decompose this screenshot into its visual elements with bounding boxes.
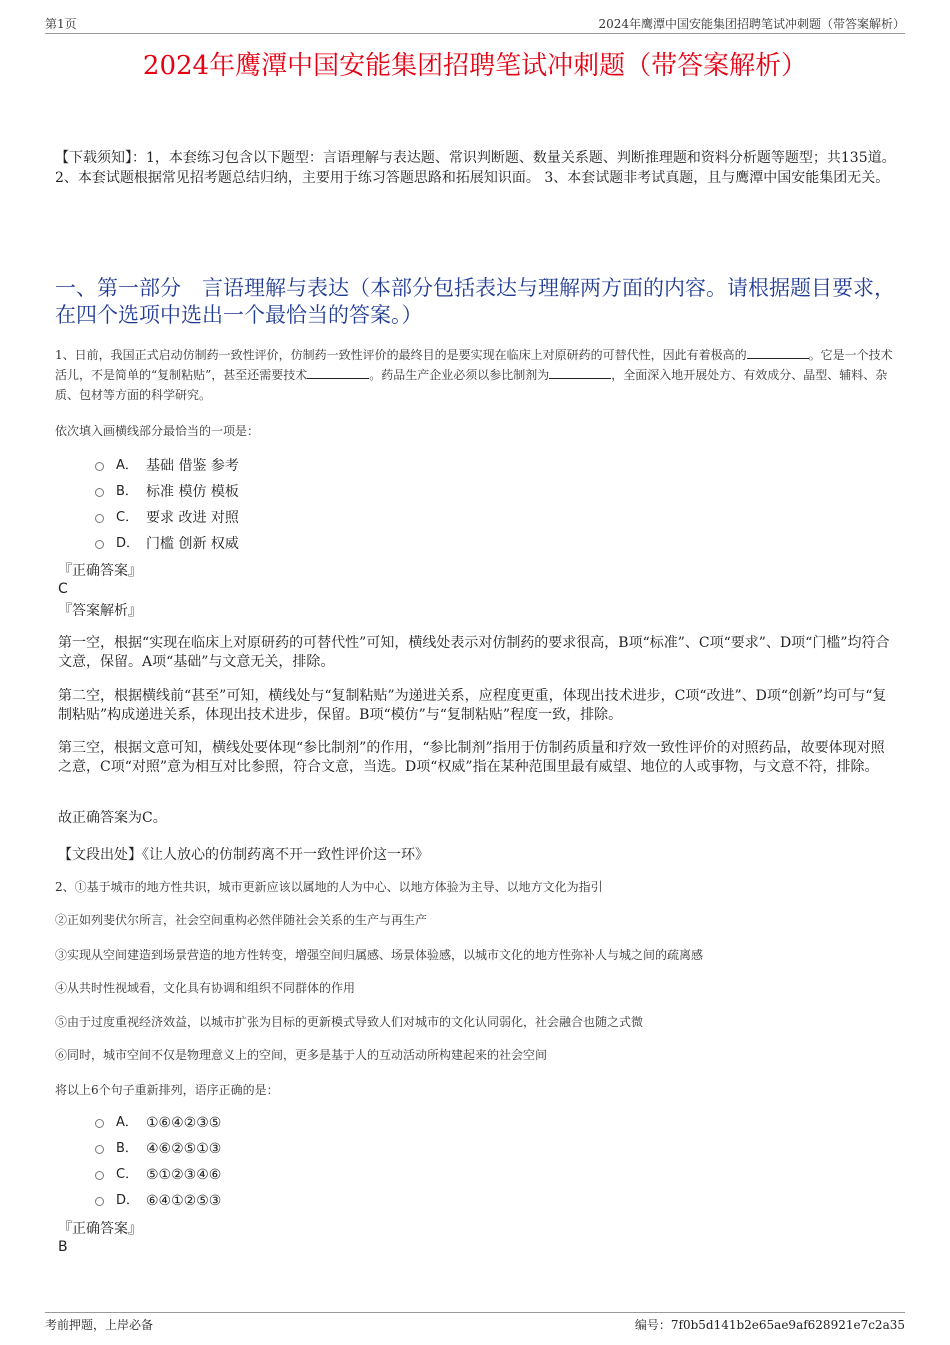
header-title: 2024年鹰潭中国安能集团招聘笔试冲刺题（带答案解析）: [598, 17, 905, 31]
fill-blank: [549, 366, 611, 379]
page-footer: [45, 1312, 905, 1332]
radio-icon[interactable]: [95, 514, 104, 523]
radio-icon[interactable]: [95, 1171, 104, 1180]
answer-label: 『正确答案』: [58, 563, 142, 579]
document-title: 2024年鹰潭中国安能集团招聘笔试冲刺题（带答案解析）: [142, 51, 808, 81]
question-1-options: [95, 453, 239, 557]
answer-value: B: [58, 1239, 68, 1255]
option-c[interactable]: C． ⑤①②③④⑥: [95, 1162, 221, 1188]
radio-icon[interactable]: [95, 540, 104, 549]
fill-blank: [307, 366, 369, 379]
question-2-sentence: ⑥同时，城市空间不仅是物理意义上的空间，更多是基于人的互动活动所构建起来的社会空间: [55, 1048, 548, 1062]
question-1-prompt: 依次填入画横线部分最恰当的一项是：: [55, 424, 260, 438]
question-2-prompt: 将以上6个句子重新排列，语序正确的是：: [55, 1083, 279, 1097]
option-b[interactable]: B． 标准 模仿 模板: [95, 479, 239, 505]
question-2-sentence: ②正如列斐伏尔所言，社会空间重构必然伴随社会关系的生产与再生产: [55, 913, 428, 927]
question-2-options: [95, 1110, 221, 1214]
footer-slogan: 考前押题，上岸必备: [45, 1318, 154, 1332]
question-2-sentence: ⑤由于过度重视经济效益，以城市扩张为目标的更新模式导致人们对城市的文化认同弱化，社会融合也随之式微: [55, 1015, 644, 1029]
page-header: [45, 15, 905, 34]
download-notice: 【下载须知】：1，本套练习包含以下题型：言语理解与表达题、常识判断题、数量关系题、判断推理题和资料分析题等题型；共135道。 2、本套试题根据常见招考题总结归纳，主要用于练习答题思路和拓展知识面。 3、本套试题非考试真题，且与鹰潭中国安能集团无关。: [55, 150, 896, 186]
radio-icon[interactable]: [95, 1145, 104, 1154]
option-c[interactable]: C． 要求 改进 对照: [95, 505, 239, 531]
fill-blank: [747, 346, 809, 359]
question-2-sentence: ④从共时性视域看，文化具有协调和组织不同群体的作用: [55, 981, 356, 995]
question-1-stem: 1、日前，我国正式启动仿制药一致性评价，仿制药一致性评价的最终目的是要实现在临床上对原研药的可替代性，因此有着极高的 。它是一个技术活儿，不是简单的“复制粘贴”，甚至还需要技术 。药品生产企业必须以参比制剂为 ，全面深入地开展处方、有效成分、晶型、辅料、杂质、包材等方面的科学研究。: [55, 348, 893, 402]
document-id: 编号：7f0b5d141b2e65ae9af628921e7c2a35: [634, 1318, 905, 1332]
question-2-sentence: ③实现从空间建造到场景营造的地方性转变，增强空间归属感、场景体验感，以城市文化的地方性弥补人与城之间的疏离感: [55, 948, 704, 962]
question-2-sentence: 2、①基于城市的地方性共识，城市更新应该以属地的人为中心、以地方体验为主导、以地方文化为指引: [55, 880, 603, 894]
radio-icon[interactable]: [95, 488, 104, 497]
analysis-label: 『答案解析』: [58, 603, 142, 619]
page-number: 第1页: [45, 17, 77, 31]
analysis-paragraph: 第一空，根据“实现在临床上对原研药的可替代性”可知，横线处表示对仿制药的要求很高，B项“标准”、C项“要求”、D项“门槛”均符合文意，保留。A项“基础”与文意无关，排除。: [58, 635, 890, 670]
option-d[interactable]: D． ⑥④①②⑤③: [95, 1188, 221, 1214]
answer-value: C: [58, 581, 68, 597]
analysis-paragraph: 第二空，根据横线前“甚至”可知，横线处与“复制粘贴”为递进关系，应程度更重，体现出技术进步，C项“改进”、D项“创新”均可与“复制粘贴”构成递进关系，体现出技术进步，保留。B项“模仿”与“复制粘贴”程度一致，排除。: [58, 688, 887, 723]
radio-icon[interactable]: [95, 1119, 104, 1128]
radio-icon[interactable]: [95, 462, 104, 471]
section-heading: 一、第一部分 言语理解与表达（本部分包括表达与理解两方面的内容。请根据题目要求，在四个选项中选出一个最恰当的答案。）: [55, 276, 895, 327]
analysis-paragraph: 第三空，根据文意可知，横线处要体现“参比制剂”的作用，“参比制剂”指用于仿制药质量和疗效一致性评价的对照药品，故要体现对照之意，C项“对照”意为相互对比参照，符合文意，当选。D项“权威”指在某种范围里最有威望、地位的人或事物，与文意不符，排除。: [58, 740, 885, 775]
passage-source: 【文段出处】《让人放心的仿制药离不开一致性评价这一环》: [58, 847, 429, 863]
analysis-conclusion: 故正确答案为C。: [58, 810, 167, 826]
option-d[interactable]: D． 门槛 创新 权威: [95, 531, 239, 557]
option-a[interactable]: A． 基础 借鉴 参考: [95, 453, 239, 479]
answer-label: 『正确答案』: [58, 1221, 142, 1237]
option-b[interactable]: B． ④⑥②⑤①③: [95, 1136, 221, 1162]
radio-icon[interactable]: [95, 1197, 104, 1206]
option-a[interactable]: A． ①⑥④②③⑤: [95, 1110, 221, 1136]
